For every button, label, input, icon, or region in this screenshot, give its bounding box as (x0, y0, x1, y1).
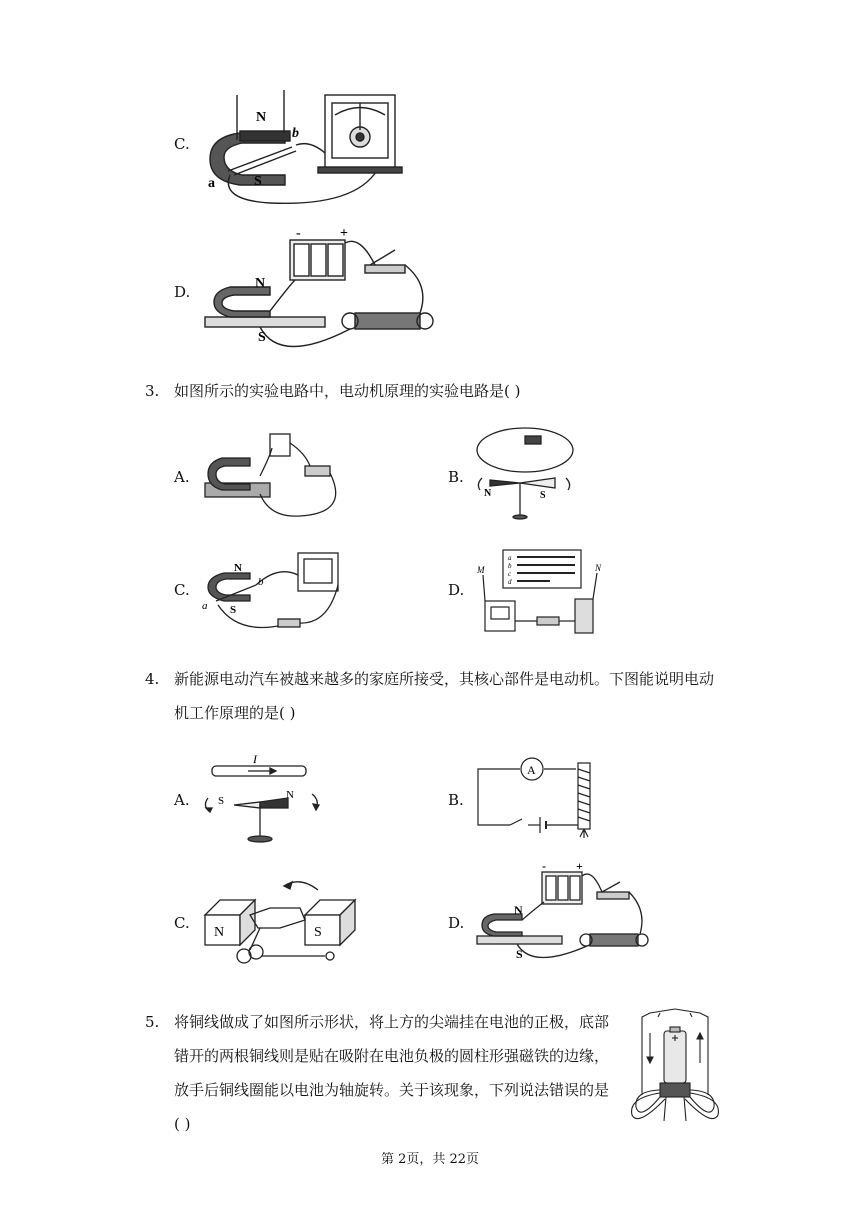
q2c-b-label: b (292, 126, 299, 141)
q2d-s-label: S (258, 330, 266, 345)
q5-figure (630, 1003, 720, 1128)
q2d-plus-label: + (340, 226, 348, 241)
q4-option-b-figure (472, 755, 602, 840)
q3c-s-label: S (230, 604, 237, 616)
q2c-n-label: N (256, 110, 267, 125)
q4-option-a-label[interactable]: A. (174, 791, 190, 809)
q4-option-c-label[interactable]: C. (174, 914, 190, 932)
q4a-s-label: S (218, 795, 225, 807)
q5-line1: 将铜线做成了如图所示形状，将上方的尖端挂在电池的正极，底部 (174, 1013, 610, 1031)
q4d-s-label: S (516, 947, 523, 961)
q3c-n-label: N (234, 562, 242, 574)
q3-option-a-figure (200, 428, 350, 523)
q4-question-line2: 机工作原理的是( ) (174, 704, 296, 722)
q3d-row-d: d (508, 578, 512, 586)
q3c-b-label: b (258, 576, 264, 588)
q2-option-c-figure (200, 85, 410, 215)
q3-option-d-label[interactable]: D. (448, 581, 465, 599)
q3b-n-label: N (484, 488, 492, 499)
q3d-m-label: M (477, 565, 485, 575)
q4-option-d-figure (472, 860, 652, 975)
q4-question-line1: 新能源电动汽车被越来越多的家庭所接受，其核心部件是电动机。下图能说明电动 (174, 670, 715, 688)
q4a-n-label: N (286, 789, 294, 801)
q2d-minus-label: - (296, 226, 301, 241)
q4d-n-label: N (514, 903, 523, 917)
q5-line4: ( ) (174, 1115, 191, 1133)
q2d-n-label: N (255, 276, 266, 291)
q4-number: 4. (145, 670, 160, 688)
q3c-a-label: a (202, 600, 208, 612)
q4-option-d-label[interactable]: D. (448, 914, 465, 932)
q4d-minus-label: - (542, 859, 546, 873)
q4b-meter-label: A (527, 763, 536, 777)
q3-option-b-figure (470, 428, 580, 523)
q5-number: 5. (145, 1013, 160, 1031)
q2-option-d-label[interactable]: D. (174, 283, 191, 301)
q2c-s-label: S (254, 174, 262, 189)
q3d-row-a: a (508, 554, 512, 562)
q5-line3: 放手后铜线圈能以电池为轴旋转。关于该现象，下列说法错误的是 (174, 1081, 610, 1099)
q3b-s-label: S (540, 490, 546, 501)
q5-line2: 错开的两根铜线则是贴在吸附在电池负极的圆柱形强磁铁的边缘， (174, 1047, 610, 1065)
q3-option-d-figure (475, 545, 610, 637)
q3d-n-label: N (595, 563, 602, 573)
q2c-a-label: a (208, 176, 215, 191)
q3d-row-b: b (508, 562, 512, 570)
q2-option-c-label[interactable]: C. (174, 135, 190, 153)
q4-option-c-figure (200, 870, 365, 975)
q4d-plus-label: + (576, 859, 583, 873)
q3d-row-c: c (508, 570, 512, 578)
q4c-n-label: N (214, 925, 225, 940)
q4c-s-label: S (314, 925, 322, 940)
q4-option-b-label[interactable]: B. (448, 791, 464, 809)
q3-option-b-label[interactable]: B. (448, 468, 464, 486)
q3-option-c-figure (198, 545, 348, 635)
q4a-current-label: I (253, 752, 257, 766)
q3-option-c-label[interactable]: C. (174, 581, 190, 599)
q4-option-a-figure (198, 750, 328, 850)
page-footer: 第 2页，共 22页 (380, 1152, 480, 1167)
q3-number: 3. (145, 382, 160, 400)
q3-option-a-label[interactable]: A. (174, 468, 190, 486)
q2-option-d-figure (200, 225, 440, 355)
q3-question-text: 如图所示的实验电路中，电动机原理的实验电路是( ) (174, 382, 521, 400)
